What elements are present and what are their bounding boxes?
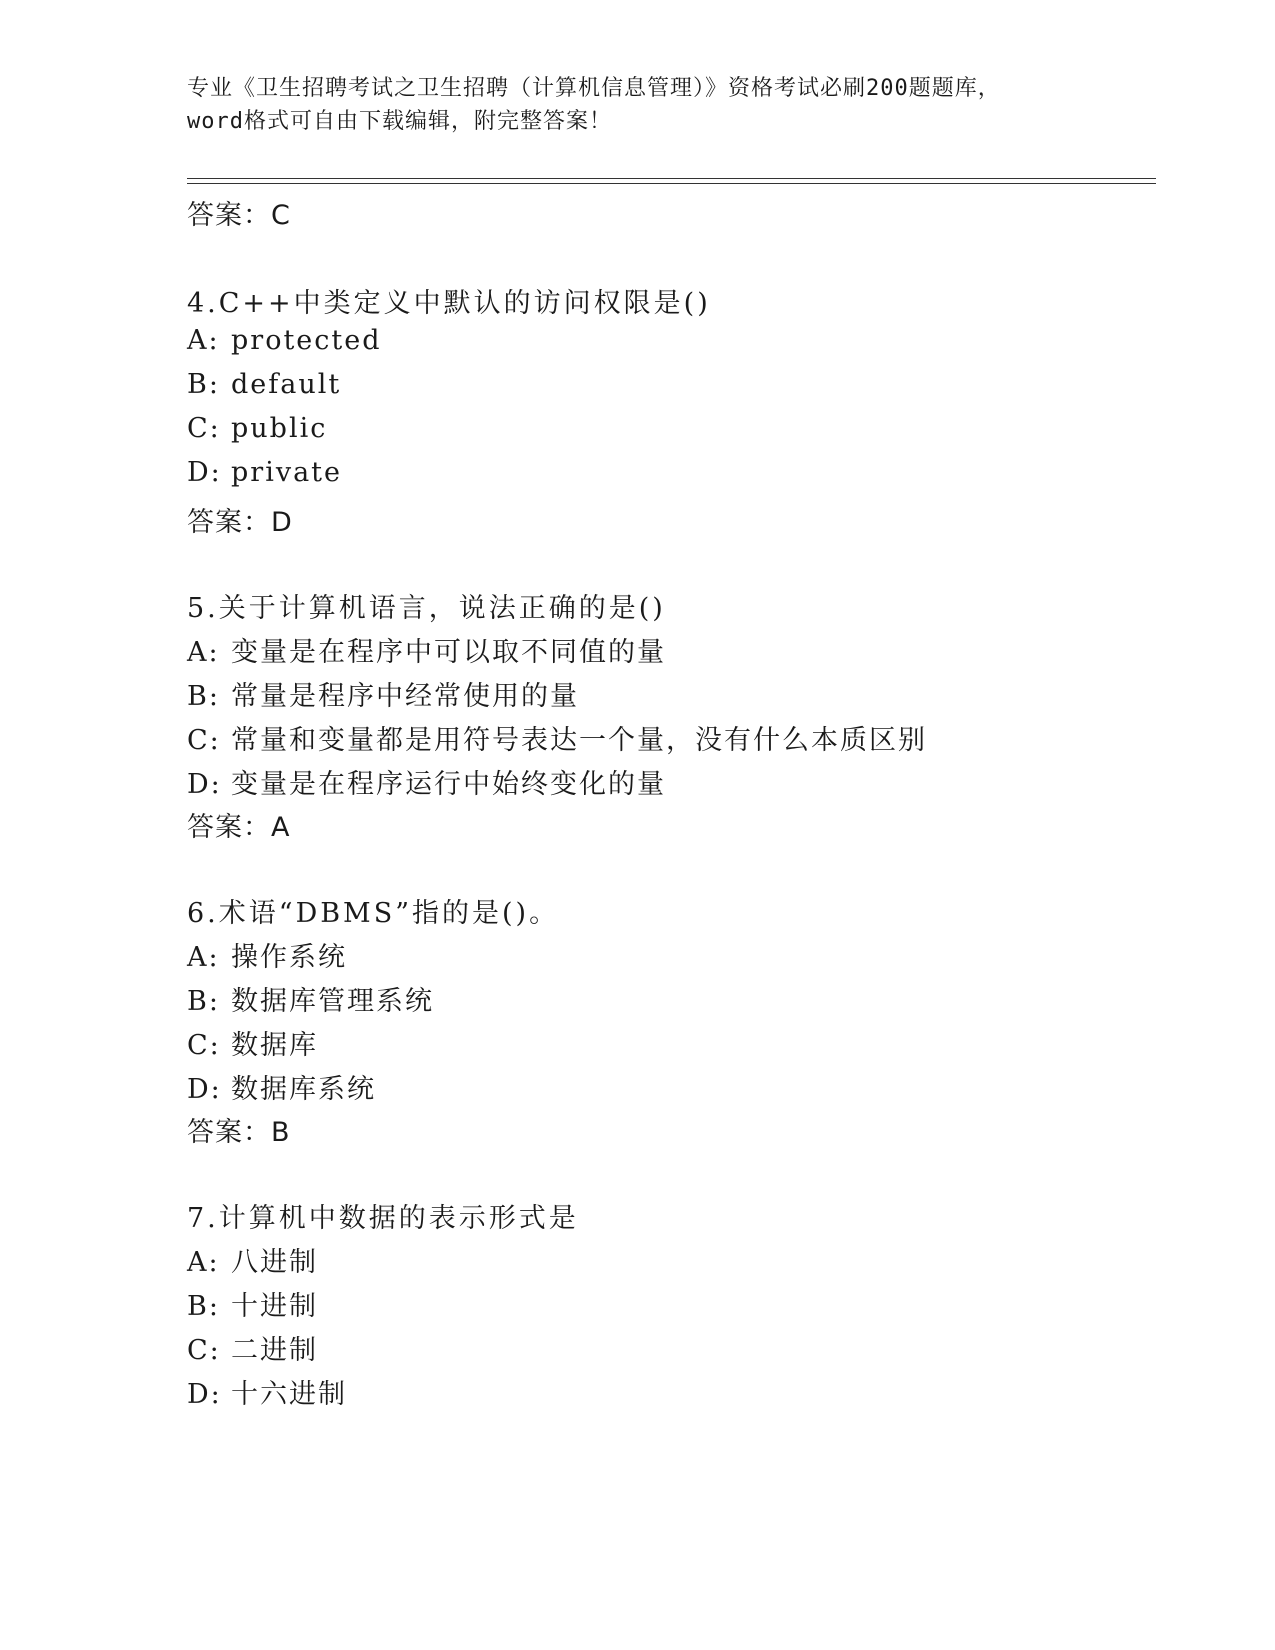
- option-text: protected: [231, 325, 382, 356]
- question-6-option-d: [187, 1067, 376, 1106]
- question-4-answer: 答案：D: [187, 507, 293, 538]
- option-letter: C:: [187, 1335, 221, 1366]
- question-4-option-c: [187, 413, 327, 444]
- option-text: default: [231, 369, 342, 400]
- question-5-text: 5.关于计算机语言，说法正确的是(): [187, 593, 666, 624]
- option-text: 常量是程序中经常使用的量: [231, 681, 579, 712]
- option-text: 数据库管理系统: [231, 986, 434, 1017]
- option-text: 常量和变量都是用符号表达一个量，没有什么本质区别: [231, 725, 927, 756]
- option-letter: A:: [187, 325, 220, 356]
- header-rule-top: [187, 178, 1156, 179]
- question-5-option-d: [187, 762, 666, 801]
- option-text: public: [231, 413, 328, 444]
- header-line-1: 专业《卫生招聘考试之卫生招聘（计算机信息管理）》资格考试必刷200题题库，: [187, 76, 1001, 101]
- option-letter: D:: [187, 1379, 222, 1410]
- question-5-option-c: [187, 718, 927, 757]
- question-5-option-a: [187, 630, 666, 669]
- option-letter: B:: [187, 681, 220, 712]
- option-letter: D:: [187, 1074, 222, 1105]
- question-7-option-c: [187, 1328, 318, 1367]
- question-4-option-a: [187, 325, 382, 356]
- option-letter: B:: [187, 986, 220, 1017]
- option-text: 变量是在程序中可以取不同值的量: [231, 637, 666, 668]
- option-letter: B:: [187, 1291, 220, 1322]
- option-text: 十进制: [231, 1291, 318, 1322]
- option-text: 十六进制: [231, 1379, 347, 1410]
- header-rule-bottom: [187, 183, 1156, 184]
- option-letter: C:: [187, 413, 221, 444]
- question-6-answer: 答案：B: [187, 1117, 291, 1148]
- option-text: 数据库系统: [231, 1074, 376, 1105]
- question-6-option-b: [187, 979, 434, 1018]
- question-5-answer: 答案：A: [187, 812, 291, 843]
- question-7-option-d: [187, 1372, 347, 1411]
- option-text: 操作系统: [231, 942, 347, 973]
- option-letter: C:: [187, 725, 221, 756]
- option-text: private: [231, 457, 343, 488]
- answer-line-prev: 答案：C: [187, 200, 291, 231]
- option-letter: D:: [187, 769, 222, 800]
- question-5-option-b: [187, 674, 579, 713]
- question-4-option-d: [187, 457, 342, 488]
- option-text: 二进制: [231, 1335, 318, 1366]
- question-7-option-b: [187, 1284, 318, 1323]
- question-6-option-c: [187, 1023, 318, 1062]
- question-4-option-b: [187, 369, 341, 400]
- option-text: 变量是在程序运行中始终变化的量: [231, 769, 666, 800]
- question-7-option-a: [187, 1240, 318, 1279]
- option-letter: D:: [187, 457, 222, 488]
- option-text: 数据库: [231, 1030, 318, 1061]
- option-letter: A:: [187, 1247, 220, 1278]
- header-line-2: word格式可自由下载编辑，附完整答案！: [187, 109, 612, 134]
- option-letter: A:: [187, 942, 220, 973]
- option-letter: A:: [187, 637, 220, 668]
- question-6-text: 6.术语“DBMS”指的是()。: [187, 898, 560, 929]
- question-4-text: 4.C++中类定义中默认的访问权限是(): [187, 288, 711, 319]
- option-letter: C:: [187, 1030, 221, 1061]
- question-7-text: 7.计算机中数据的表示形式是: [187, 1203, 579, 1234]
- option-letter: B:: [187, 369, 220, 400]
- document-header: [187, 72, 1087, 138]
- option-text: 八进制: [231, 1247, 318, 1278]
- question-6-option-a: [187, 935, 347, 974]
